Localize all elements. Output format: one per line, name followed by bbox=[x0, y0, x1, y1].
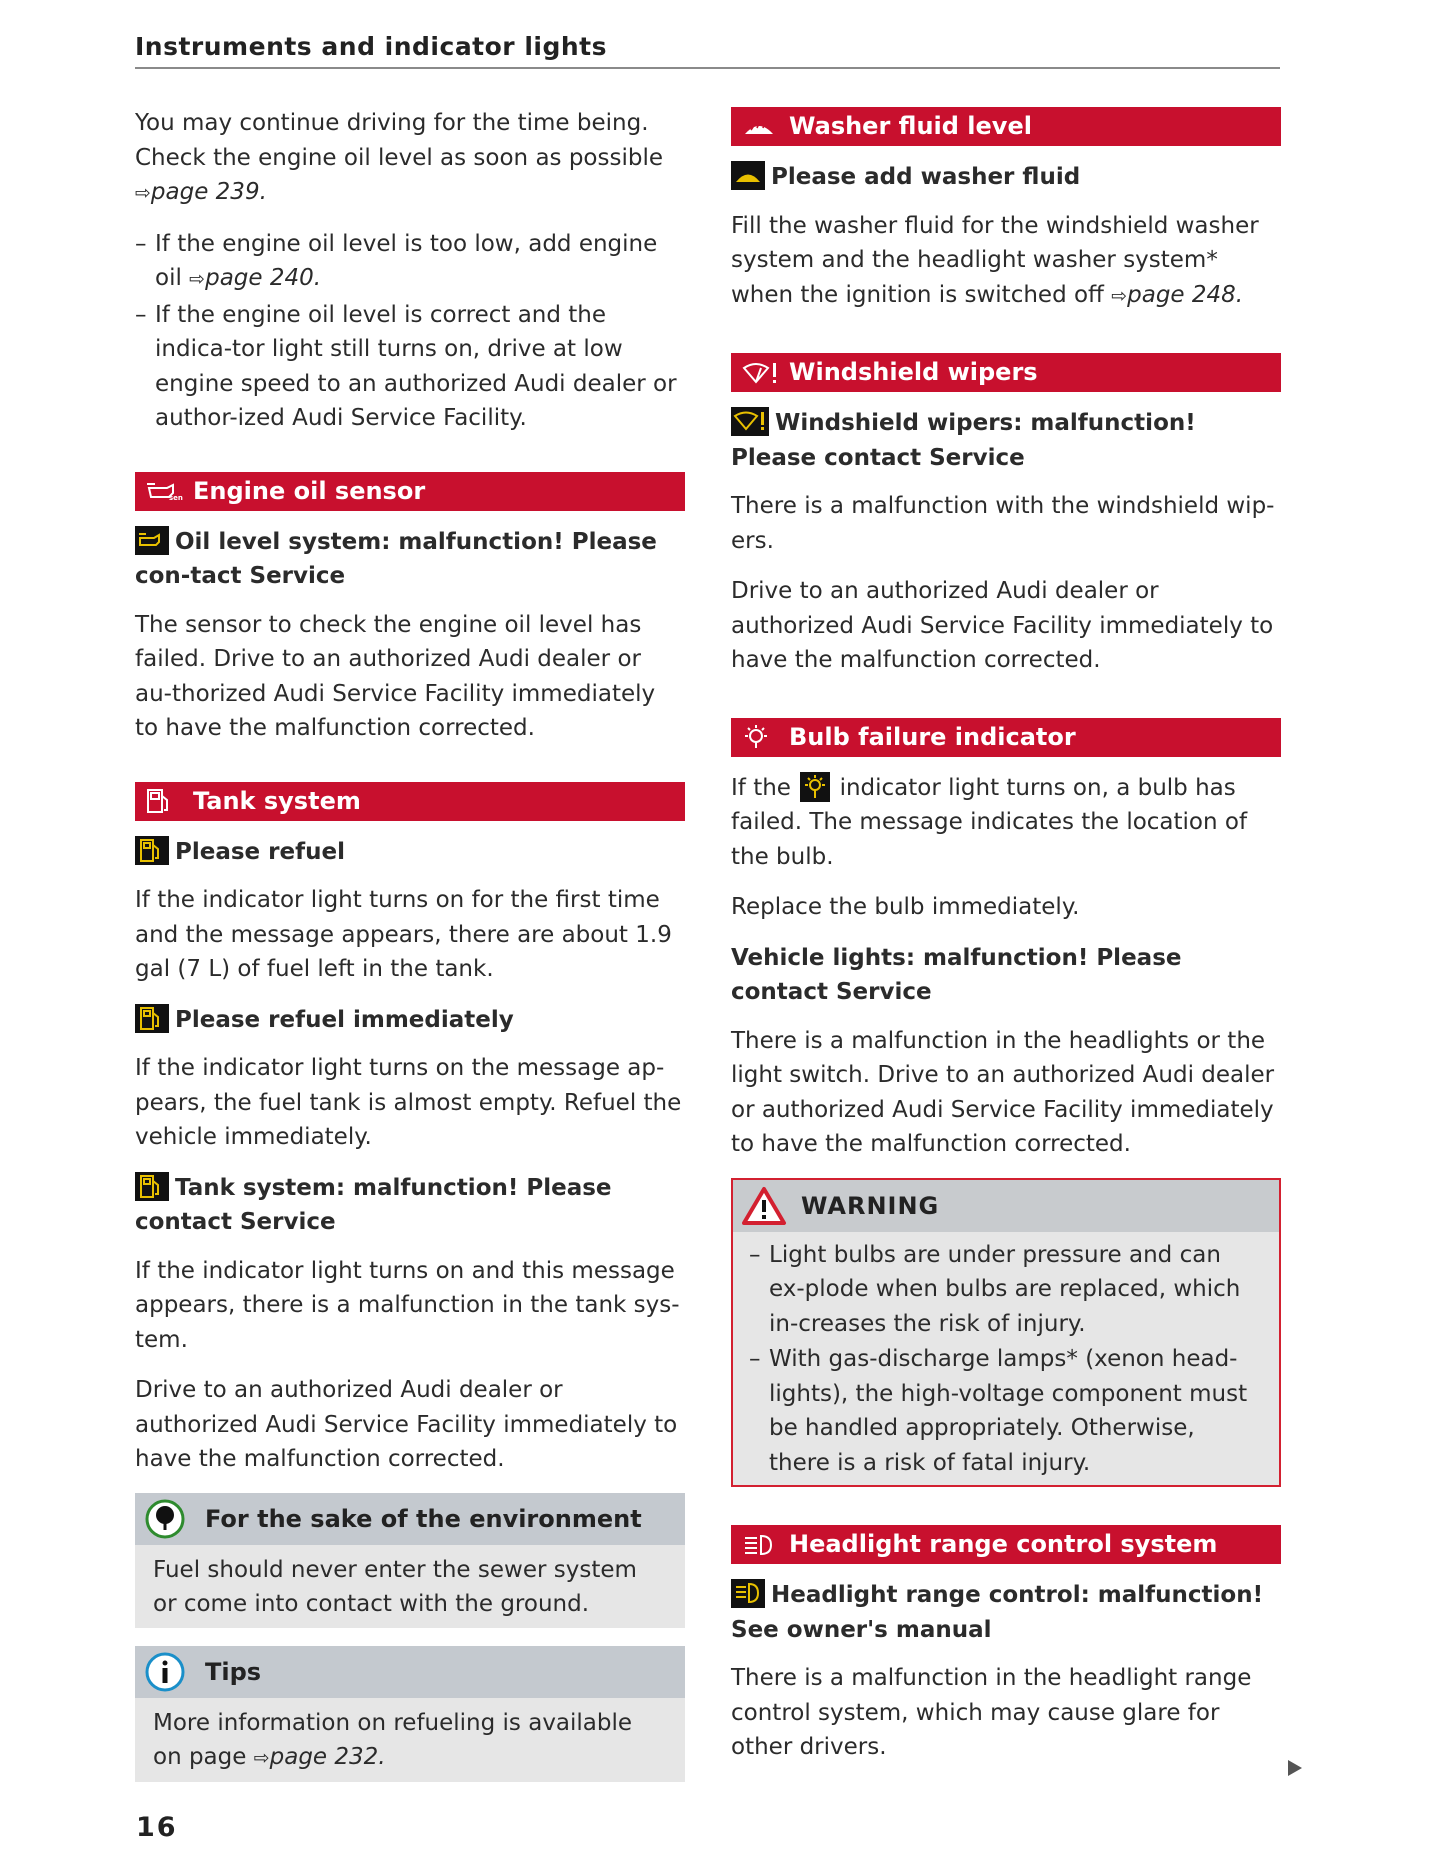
tank-body-4: Drive to an authorized Audi dealer or authorized Audi Service Facility immediately to have the malfunction corrected. bbox=[135, 1377, 678, 1472]
message-add-washer-fluid: Please add washer fluid bbox=[731, 160, 1281, 195]
list-item: – If the engine oil level is correct and the indica-tor light still turns on, drive at low engine speed to an authorized Audi dealer or author-ized Audi Service Facility. bbox=[135, 298, 685, 436]
message-please-refuel: Please refuel bbox=[135, 835, 685, 870]
page-reference-link[interactable]: ⇨page 232. bbox=[253, 1744, 386, 1770]
fuel-pump-icon bbox=[135, 1004, 169, 1033]
page-reference-link[interactable]: ⇨page 248. bbox=[1111, 281, 1244, 308]
oil-level-list bbox=[135, 227, 685, 436]
section-heading-headlight-range: Headlight range control system bbox=[731, 1525, 1281, 1564]
page-reference-link[interactable]: ⇨page 240. bbox=[189, 265, 322, 291]
bulb-body-3: There is a malfunction in the headlights or the light switch. Drive to an authorized Audi dealer or authorized Audi Service Facility immediately to have the malfunction corrected. bbox=[731, 1027, 1275, 1157]
list-item: – If the engine oil level is too low, add engine oil ⇨page 240. bbox=[135, 227, 685, 297]
environment-note bbox=[135, 1493, 685, 1628]
intro-paragraph: You may continue driving for the time being. Check the engine oil level as soon as possible ⇨page 239. bbox=[135, 110, 664, 205]
bulb-body-1: If the indicator light turns on, a bulb has failed. The message indicates the location of the bulb. bbox=[731, 771, 1281, 875]
page-header: Instruments and indicator lights bbox=[135, 32, 1280, 69]
oil-sensor-body: The sensor to check the engine oil level has failed. Drive to an authorized Audi dealer or au-thorized Audi Service Facility immediately to have the malfunction corrected. bbox=[135, 611, 656, 741]
section-heading-washer-fluid: Washer fluid level bbox=[731, 107, 1281, 146]
left-column bbox=[135, 106, 685, 1800]
section-heading-bulb-failure: Bulb failure indicator bbox=[731, 718, 1281, 757]
tips-note bbox=[135, 1646, 685, 1782]
svg-text:sen: sen bbox=[169, 494, 183, 502]
next-page-arrow-icon[interactable] bbox=[1286, 1758, 1304, 1778]
message-oil-level-system: Oil level system: malfunction! Please con-tact Service bbox=[135, 525, 685, 594]
fuel-pump-icon bbox=[145, 788, 185, 814]
warning-list bbox=[733, 1232, 1279, 1486]
washer-icon bbox=[741, 114, 781, 140]
bulb-icon bbox=[741, 724, 781, 750]
message-vehicle-lights-malfunction: Vehicle lights: malfunction! Please contact Service bbox=[731, 944, 1182, 1005]
message-headlight-range-malfunction: Headlight range control: malfunction! See owner's manual bbox=[731, 1578, 1281, 1647]
wiper-warning-icon bbox=[741, 360, 781, 386]
headlight-range-icon bbox=[731, 1579, 765, 1608]
environment-tree-icon bbox=[145, 1499, 185, 1539]
page-reference-link[interactable]: ⇨page 239. bbox=[135, 179, 267, 205]
wiper-warning-icon bbox=[731, 407, 769, 436]
fuel-pump-icon bbox=[135, 836, 169, 865]
message-tank-system-malfunction: Tank system: malfunction! Please contact Service bbox=[135, 1171, 685, 1240]
oil-sensor-icon bbox=[135, 526, 169, 555]
headlight-range-icon bbox=[741, 1532, 781, 1558]
info-icon bbox=[145, 1652, 185, 1692]
bulb-icon bbox=[800, 772, 830, 802]
environment-note-header: For the sake of the environment bbox=[135, 1493, 685, 1545]
section-heading-tank-system: Tank system bbox=[135, 782, 685, 821]
tips-note-body: More information on refueling is available on page ⇨page 232. bbox=[153, 1709, 633, 1770]
wipers-body-2: Drive to an authorized Audi dealer or authorized Audi Service Facility immediately to have the malfunction corrected. bbox=[731, 578, 1274, 673]
bulb-body-2: Replace the bulb immediately. bbox=[731, 894, 1080, 920]
page-number: 16 bbox=[136, 1812, 178, 1843]
warning-box-header: WARNING bbox=[733, 1180, 1279, 1232]
section-heading-windshield-wipers: Windshield wipers bbox=[731, 353, 1281, 392]
message-windshield-wipers-malfunction: Windshield wipers: malfunction! Please contact Service bbox=[731, 406, 1281, 475]
tank-body-1: If the indicator light turns on for the first time and the message appears, there are about 1.9 gal (7 L) of fuel left in the tank. bbox=[135, 887, 672, 982]
right-column bbox=[731, 107, 1281, 1781]
oil-sensor-icon bbox=[145, 478, 185, 504]
list-item: – With gas-discharge lamps* (xenon head-lights), the high-voltage component must be handled appropriately. Otherwise, there is a risk of fatal injury. bbox=[749, 1342, 1261, 1480]
message-please-refuel-immediately: Please refuel immediately bbox=[135, 1003, 685, 1038]
warning-triangle-icon bbox=[741, 1186, 787, 1226]
environment-note-body: Fuel should never enter the sewer system or come into contact with the ground. bbox=[153, 1556, 637, 1617]
headlight-body: There is a malfunction in the headlight range control system, which may cause glare for other drivers. bbox=[731, 1665, 1252, 1760]
tank-body-2: If the indicator light turns on the message ap-pears, the fuel tank is almost empty. Refuel the vehicle immediately. bbox=[135, 1055, 682, 1150]
washer-icon bbox=[731, 161, 765, 190]
wipers-body-1: There is a malfunction with the windshield wip-ers. bbox=[731, 493, 1275, 554]
warning-box bbox=[731, 1178, 1281, 1488]
section-heading-engine-oil-sensor: sen Engine oil sensor bbox=[135, 472, 685, 511]
tips-note-header: Tips bbox=[135, 1646, 685, 1698]
list-item: – Light bulbs are under pressure and can ex-plode when bulbs are replaced, which in-creases the risk of injury. bbox=[749, 1238, 1261, 1342]
washer-body: Fill the washer fluid for the windshield washer system and the headlight washer system* when the ignition is switched off ⇨page 248. bbox=[731, 212, 1259, 308]
tank-body-3: If the indicator light turns on and this message appears, there is a malfunction in the tank sys-tem. bbox=[135, 1257, 680, 1353]
fuel-pump-icon bbox=[135, 1172, 169, 1201]
